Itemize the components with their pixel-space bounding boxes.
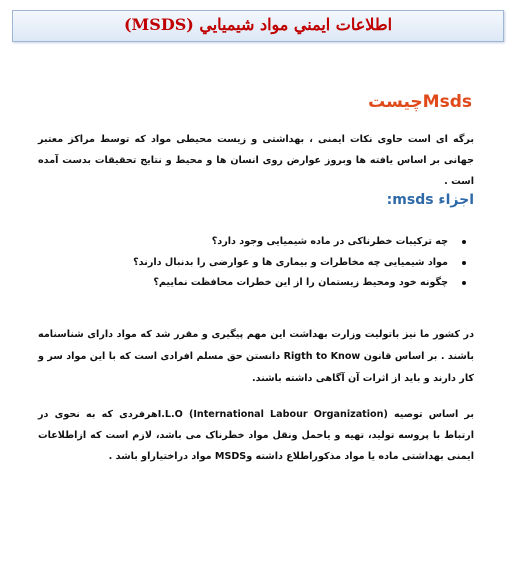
bullet-icon xyxy=(462,261,466,265)
section-heading-msds-parts: اجزاء msds: xyxy=(386,192,474,208)
page-title: اطلاعات ايمني مواد شيميايي (MSDS) xyxy=(123,15,393,34)
msds-definition-paragraph: برگه ای است حاوی نکات ایمنی ، بهداشتی و زیست محیطی مواد که توسط مراکز معتبر جهانی بر اساس یافته ها وبروز عوارض روی انسان ها و محیط و نتایج تحقیقات بدست آمده است . xyxy=(38,134,474,187)
list-item xyxy=(46,232,466,253)
list-item-text: مواد شیمیایی چه مخاطرات و بیماری ها و عوارضی را بدنبال دارند؟ xyxy=(133,256,448,268)
list-item-text: چه ترکیبات خطرناکی در ماده شیمیایی وجود دارد؟ xyxy=(211,236,448,247)
bullet-icon xyxy=(462,240,466,244)
msds-parts-list xyxy=(46,232,466,294)
bullet-icon xyxy=(462,281,466,285)
ilo-recommendation-paragraph: بر اساس توصیه I.L.O (International Labour Organization)هرفردی که به نحوی در ارتباط با پروسه تولید، تهیه و یاحمل ونقل مواد خطرناک می باشد، لازم است که ازاطلاعات ایمنی بهداشتی ماده یا مواد مذکوراطلاع داشته وMSDS مواد دراختیاراو باشد . xyxy=(38,409,474,462)
list-item-text: چگونه خود ومحیط زیستمان را از این خطرات محافظت نماییم؟ xyxy=(153,277,448,288)
title-banner xyxy=(12,10,504,42)
list-item xyxy=(46,273,466,294)
section-heading-what-is-msds: Msdsچیست xyxy=(368,92,472,112)
list-item xyxy=(46,253,466,274)
ministry-health-paragraph: در کشور ما نیز باتولیت وزارت بهداشت این مهم پیگیری و مقرر شد که مواد دارای شناسنامه باشند . بر اساس قانون Rigth to Know دانستن حق مسلم افرادی است که با این مواد سر و کار دارند و باید از اثرات آن آگاهی داشته باشند. xyxy=(38,329,475,384)
